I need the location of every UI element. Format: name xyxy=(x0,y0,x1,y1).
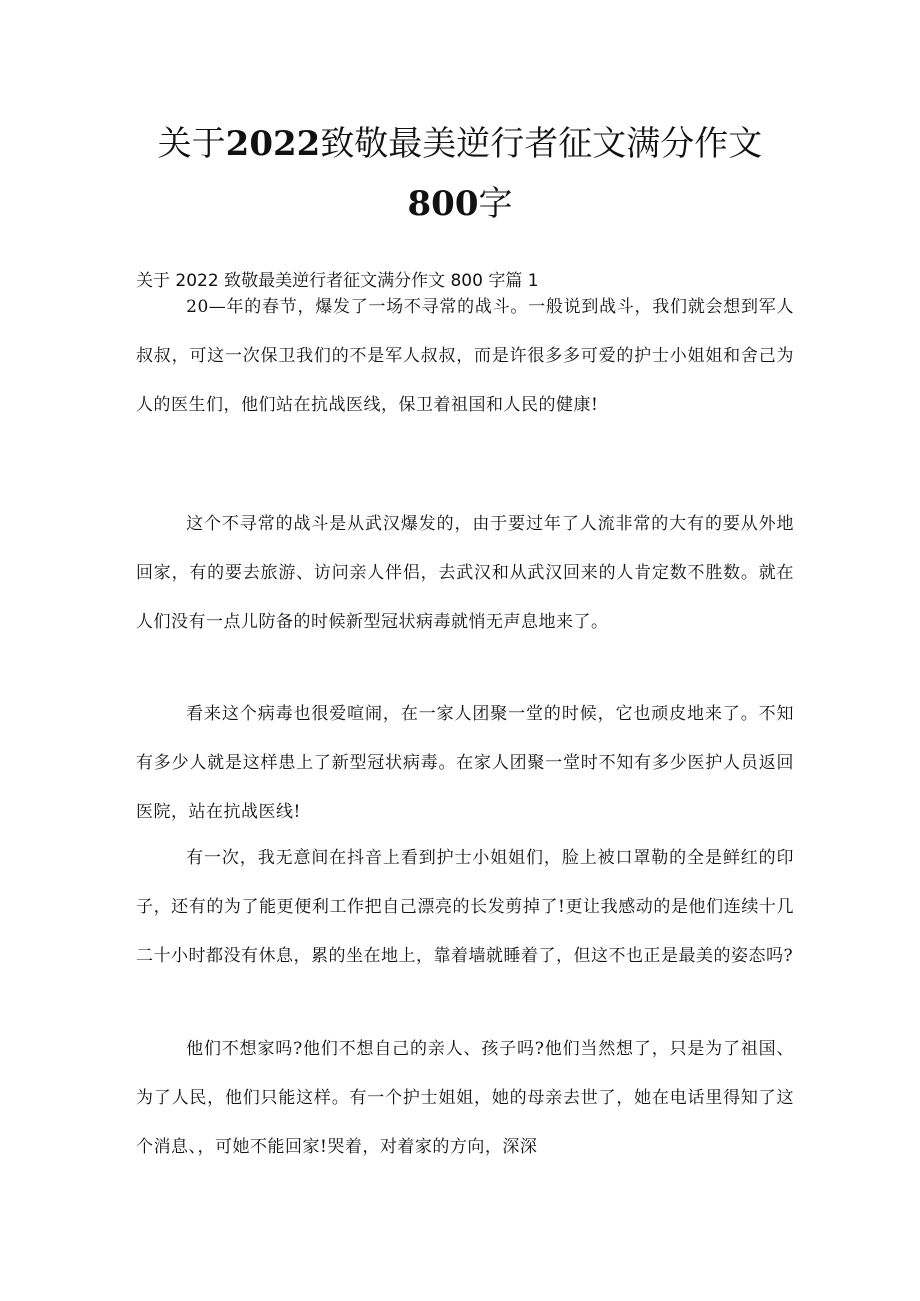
title-suffix: 致敬最美逆行者征文满分作文 xyxy=(320,124,763,164)
title-year: 2022 xyxy=(225,124,321,164)
title-prefix: 关于 xyxy=(157,124,226,164)
title-number: 800 xyxy=(407,184,479,224)
title-char: 字 xyxy=(478,184,513,224)
paragraph-2: 这个不寻常的战斗是从武汉爆发的，由于要过年了人流非常的大有的要从外地回家，有的要去旅游、访问亲人伴侣，去武汉和从武汉回来的人肯定数不胜数。就在人们没有一点儿防备的时候新型冠状病毒就悄无声息地来了。 xyxy=(136,514,794,632)
paragraph-5: 他们不想家吗?他们不想自己的亲人、孩子吗?他们当然想了，只是为了祖国、为了人民，他们只能这样。有一个护士姐姐，她的母亲去世了，她在电话里得知了这个消息、，可她不能回家!哭着，对着家的方向，深深 xyxy=(136,1039,794,1157)
section-heading: 关于 2022 致敬最美逆行者征文满分作文 800 字篇 1 xyxy=(136,271,539,291)
paragraph-1: 20—年的春节，爆发了一场不寻常的战斗。一般说到战斗，我们就会想到军人叔叔，可这一次保卫我们的不是军人叔叔，而是许很多多可爱的护士小姐姐和舍己为人的医生们，他们站在抗战医线，保卫着祖国和人民的健康! xyxy=(136,297,794,415)
paragraph-4: 有一次，我无意间在抖音上看到护士小姐姐们，脸上被口罩勒的全是鲜红的印子，还有的为了能更便利工作把自己漂亮的长发剪掉了!更让我感动的是他们连续十几二十小时都没有休息，累的坐在地上，靠着墙就睡着了，但这不也正是最美的姿态吗? xyxy=(136,848,794,966)
paragraph-3: 看来这个病毒也很爱喧闹，在一家人团聚一堂的时候，它也顽皮地来了。不知有多少人就是这样患上了新型冠状病毒。在家人团聚一堂时不知有多少医护人员返回医院，站在抗战医线! xyxy=(136,704,794,822)
